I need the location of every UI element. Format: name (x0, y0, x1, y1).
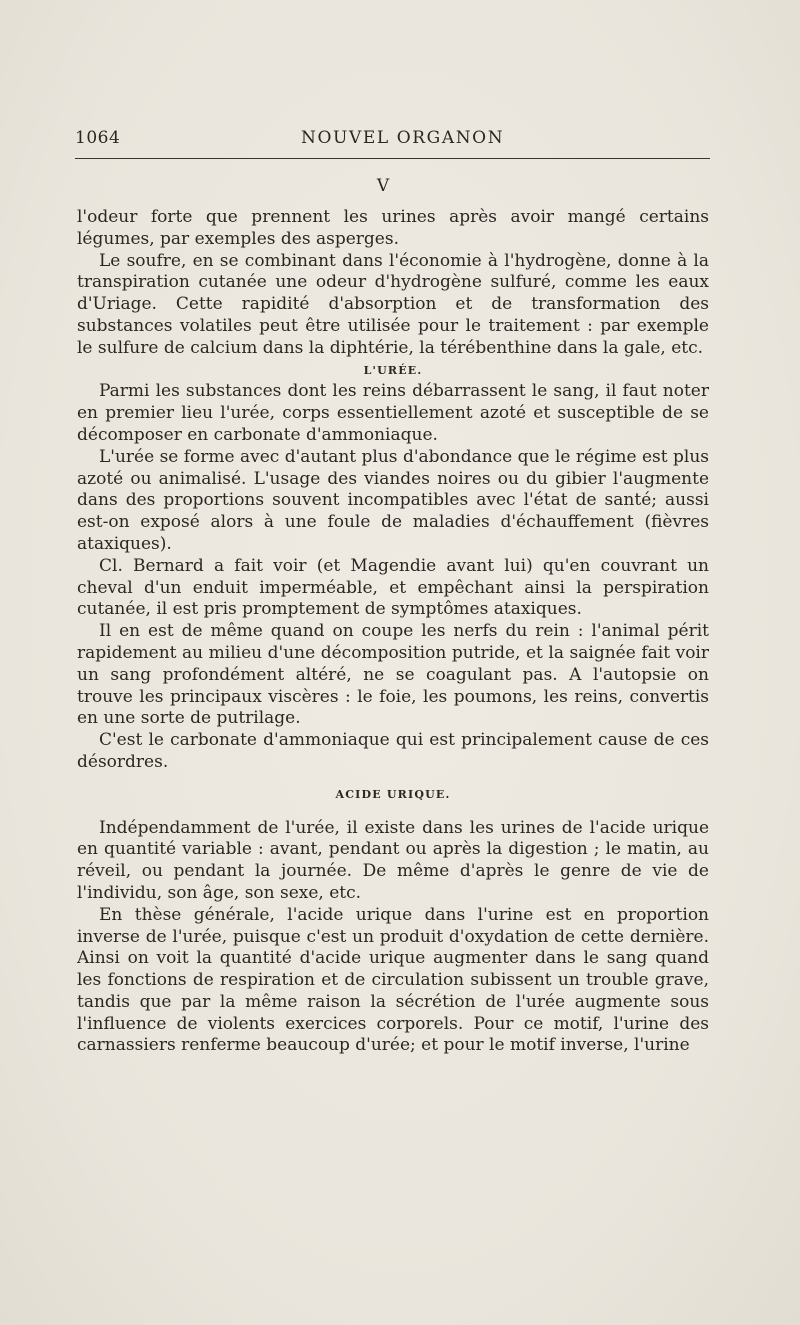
paragraph: Indépendamment de l'urée, il existe dans les urines de l'acide urique en quantité variable : avant, pendant ou après la digestion ; le matin, au réveil, ou pendant la journée. De même d'après le genre de vie de l'individu, son âge, son sexe, etc. (77, 817, 709, 903)
body-text (77, 207, 709, 1057)
section-mark-label: V (376, 176, 390, 196)
section-heading-acide-urique: ACIDE URIQUE. (335, 787, 451, 801)
paragraph: l'odeur forte que prennent les urines après avoir mangé certains légumes, par exemples des asperges. (77, 207, 709, 249)
section-mark (0, 176, 800, 196)
paragraph: L'urée se forme avec d'autant plus d'abondance que le régime est plus azoté ou animalisé. L'usage des viandes noires ou du gibier l'augmente dans des proportions souvent incompatibles avec l'état de santé; aussi est-on exposé alors à une foule de maladies d'échauffement (fièvres ataxiques). (77, 446, 709, 554)
page-number: 1064 (75, 128, 121, 148)
section-heading-uree: L'URÉE. (363, 363, 423, 377)
paragraph: Le soufre, en se combinant dans l'économie à l'hydrogène, donne à la transpiration cutanée une odeur d'hydrogène sulfuré, comme les eaux d'Uriage. Cette rapidité d'absorption et de transformation des substances volatiles peut être utilisée pour le traitement : par exemple le sulfure de calcium dans la diphtérie, la térébenthine dans la gale, etc. (77, 250, 709, 358)
paragraph: Parmi les substances dont les reins débarrassent le sang, il faut noter en premier lieu l'urée, corps essentiellement azoté et susceptible de se décomposer en carbonate d'ammoniaque. (77, 381, 709, 445)
paragraph: Il en est de même quand on coupe les nerfs du rein : l'animal périt rapidement au milieu d'une décomposition putride, et la saignée fait voir un sang profondément altéré, ne se coagulant pas. A l'autopsie on trouve les principaux viscères : le foie, les poumons, les reins, convertis en une sorte de putrilage. (77, 621, 709, 729)
page-header (75, 128, 710, 152)
header-rule (75, 158, 710, 159)
paragraph: Cl. Bernard a fait voir (et Magendie avant lui) qu'en couvrant un cheval d'un enduit imperméable, et empêchant ainsi la perspiration cutanée, il est pris promptement de symptômes ataxiques. (77, 555, 709, 620)
paragraph: En thèse générale, l'acide urique dans l'urine est en proportion inverse de l'urée, puisque c'est un produit d'oxydation de cette dernière. Ainsi on voit la quantité d'acide urique augmenter dans le sang quand les fonctions de respiration et de circulation subissent un trouble grave, tandis que par la même raison la sécrétion de l'urée augmente sous l'influence de violents exercices corporels. Pour ce motif, l'urine des carnassiers renferme beaucoup d'urée; et pour le motif inverse, l'urine (77, 904, 709, 1056)
paragraph: C'est le carbonate d'ammoniaque qui est principalement cause de ces désordres. (77, 730, 709, 772)
running-title: NOUVEL ORGANON (301, 128, 505, 148)
